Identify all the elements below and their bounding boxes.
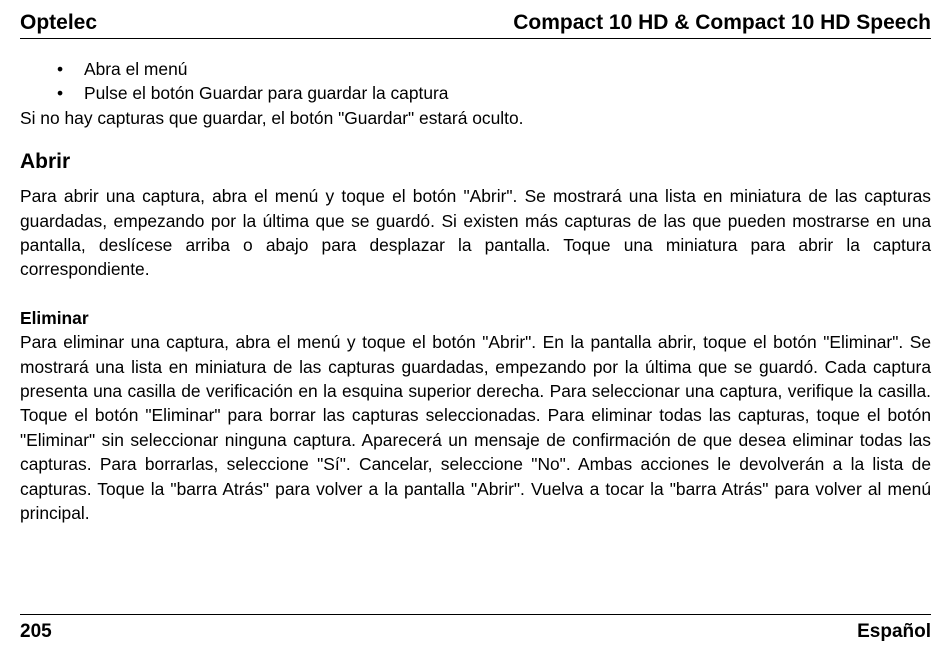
page-header [20,8,931,39]
header-brand: Optelec [20,11,98,34]
page-content [20,57,931,526]
section-body-eliminar: Para eliminar una captura, abra el menú y toque el botón "Abrir". En la pantalla abrir, toque el botón "Eliminar". Se mostrará una lista en miniatura de las capturas guardadas, empezando por la última que se guardó. Cada captura presenta una casilla de verificación en la esquina superior derecha. Para seleccionar una captura, verifique la casilla. Toque el botón "Eliminar" para borrar las capturas seleccionadas. Para eliminar todas las capturas, toque el botón "Eliminar" sin seleccionar ninguna captura. Aparecerá un mensaje de confirmación de que desea eliminar todas las capturas. Para borrarlas, seleccione "Sí". Cancelar, seleccione "No". Ambas acciones le devolverán a la lista de capturas. Toque la "barra Atrás" para volver a la pantalla "Abrir". Vuelva a tocar la "barra Atrás" para volver al menú principal. [20,332,931,524]
bullet-icon: • [57,83,64,104]
page-number: 205 [20,621,52,642]
bullet-icon: • [57,59,64,79]
bullet-list [20,57,931,106]
section-heading-abrir: Abrir [20,150,71,174]
list-item-text: Abra el menú [84,59,188,79]
section-heading-eliminar: Eliminar [20,307,89,328]
footer-language: Español [857,621,931,642]
page-footer [20,614,931,645]
list-item-text: Pulse el botón Guardar para guardar la captura [84,83,449,104]
save-note: Si no hay capturas que guardar, el botón "Guardar" estará oculto. [20,107,524,128]
list-item [20,57,931,81]
section-body-abrir: Para abrir una captura, abra el menú y toque el botón "Abrir". Se mostrará una lista en miniatura de las capturas guardadas, empezando por la última que se guardó. Si existen más capturas de las que pueden mostrarse en una pantalla, deslícese arriba o abajo para desplazar la pantalla. Toque una miniatura para abrir la captura correspondiente. [20,186,931,280]
header-product-title: Compact 10 HD & Compact 10 HD Speech [513,11,931,34]
list-item [20,81,931,105]
